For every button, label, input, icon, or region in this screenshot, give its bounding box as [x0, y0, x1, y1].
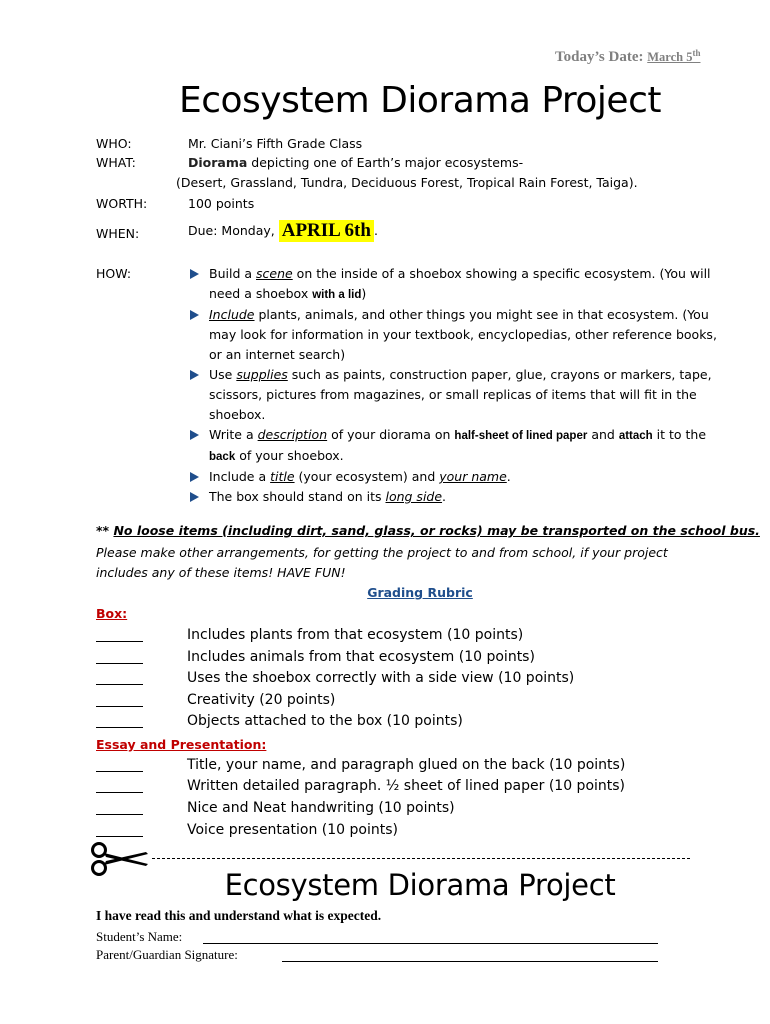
score-blank [96, 757, 143, 772]
score-blank [96, 692, 143, 707]
how-item: The box should stand on its long side. [188, 487, 733, 507]
what-label: WHAT: [96, 155, 136, 170]
todays-date [555, 48, 701, 66]
how-label: HOW: [96, 266, 132, 281]
arrangements-note: Please make other arrangements, for getting the project to and from school, if your project includes any of these items! HAVE FUN! [96, 545, 668, 580]
rubric-row: Written detailed paragraph. ½ sheet of lined paper (10 points) [96, 778, 143, 800]
who-label: WHO: [96, 136, 132, 151]
worth-value: 100 points [188, 196, 255, 211]
rubric-row: Nice and Neat handwriting (10 points) [96, 800, 143, 822]
rubric-row: Includes plants from that ecosystem (10 points) [96, 627, 143, 649]
cut-line [152, 858, 690, 859]
student-name-row [96, 929, 182, 945]
parent-signature-line[interactable] [282, 961, 658, 962]
parent-signature-label: Parent/Guardian Signature: [96, 947, 238, 962]
rubric-row: Creativity (20 points) [96, 692, 143, 714]
date-value: March 5th [647, 48, 701, 65]
when-value: Due: Monday, APRIL 6th . [188, 220, 378, 241]
how-item: Write a description of your diorama on half-sheet of lined paper and attach it to the back of your shoebox. [188, 425, 733, 467]
score-blank [96, 649, 143, 664]
score-blank [96, 822, 143, 837]
how-item: Include a title (your ecosystem) and your name. [188, 467, 733, 487]
arrow-bullet-icon [190, 430, 199, 440]
tearoff-title: Ecosystem Diorama Project [224, 868, 616, 902]
student-name-line[interactable] [203, 943, 658, 944]
how-item: Build a scene on the inside of a shoebox showing a specific ecosystem. (You will need a shoebox with a lid) [188, 264, 733, 305]
worth-label: WORTH: [96, 196, 148, 211]
rubric-title: Grading Rubric [367, 585, 473, 600]
date-label: Today’s Date: [555, 49, 644, 66]
arrow-bullet-icon [190, 472, 199, 482]
due-date-highlight: APRIL 6th [279, 220, 374, 242]
arrow-bullet-icon [190, 310, 199, 320]
parent-signature-row [96, 947, 238, 963]
arrow-bullet-icon [190, 492, 199, 502]
arrow-bullet-icon [190, 269, 199, 279]
how-list [188, 264, 733, 507]
rubric-row: Voice presentation (10 points) [96, 822, 143, 844]
what-ecosystems: (Desert, Grassland, Tundra, Deciduous Forest, Tropical Rain Forest, Taiga). [176, 175, 638, 190]
score-blank [96, 670, 143, 685]
essay-section-label: Essay and Presentation: [96, 737, 267, 752]
rubric-row: Objects attached to the box (10 points) [96, 713, 143, 735]
score-blank [96, 713, 143, 728]
how-item: Use supplies such as paints, construction paper, glue, crayons or markers, tape, scissors, pictures from magazines, or small replicas of items that will fit in the shoebox. [188, 365, 733, 425]
rubric-row: Uses the shoebox correctly with a side view (10 points) [96, 670, 143, 692]
understanding-statement: I have read this and understand what is expected. [96, 908, 382, 923]
rubric-row: Includes animals from that ecosystem (10 points) [96, 649, 143, 671]
who-value: Mr. Ciani’s Fifth Grade Class [188, 136, 363, 151]
student-name-label: Student’s Name: [96, 929, 183, 944]
score-blank [96, 800, 143, 815]
box-section-label: Box: [96, 606, 128, 621]
what-value: Diorama depicting one of Earth’s major ecosystems- [188, 155, 524, 170]
arrow-bullet-icon [190, 370, 199, 380]
page-title: Ecosystem Diorama Project [178, 80, 661, 121]
score-blank [96, 627, 143, 642]
how-item: Include plants, animals, and other things you might see in that ecosystem. (You may look for information in your textbook, encyclopedias, other reference books, or an internet search) [188, 305, 733, 365]
when-label: WHEN: [96, 226, 140, 241]
transport-warning: ** No loose items (including dirt, sand, glass, or rocks) may be transported on the school bus. [96, 523, 760, 538]
rubric-row: Title, your name, and paragraph glued on the back (10 points) [96, 757, 143, 779]
score-blank [96, 778, 143, 793]
